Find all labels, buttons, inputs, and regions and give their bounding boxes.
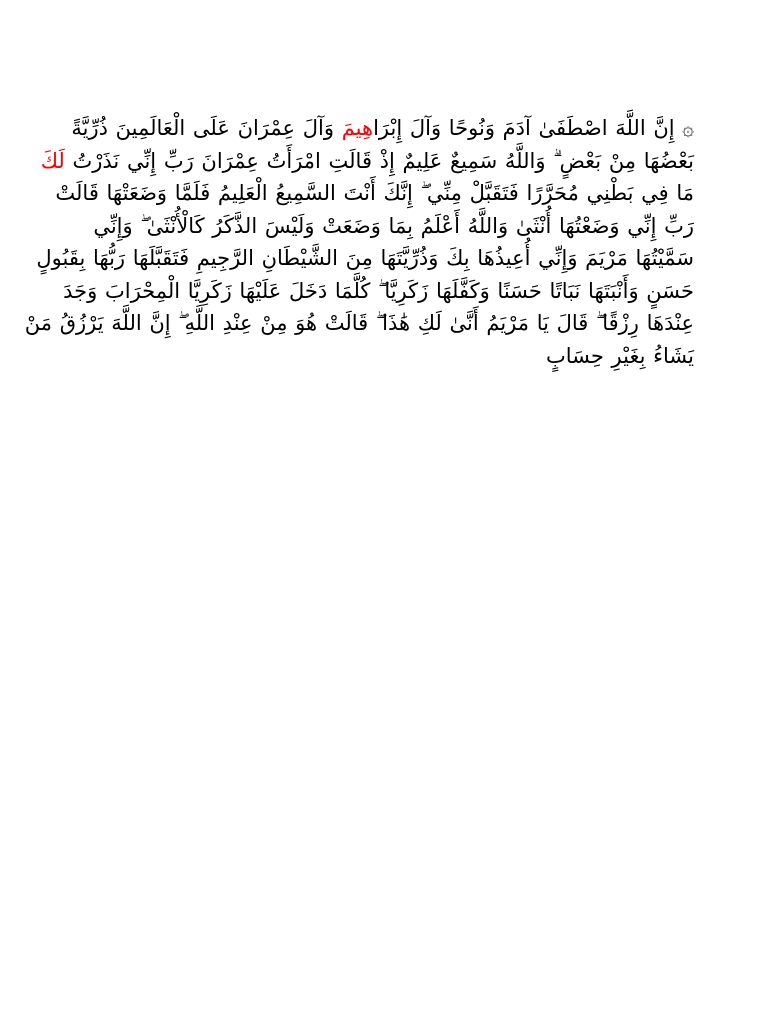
highlighted-word: لَكَ <box>40 148 65 173</box>
text-segment: مَا فِي بَطْنِي مُحَرَّرًا فَتَقَبَّلْ مِنِّي ۖ إِنَّكَ أَنْتَ السَّمِيعُ الْعَلِيمُ فَلَمَّا وَضَعَتْهَا قَالَتْ <box>55 181 694 205</box>
text-line-6 <box>63 275 694 308</box>
text-line-2 <box>40 145 694 178</box>
highlighted-word: هِيمَ <box>341 116 374 140</box>
text-segment: بَعْضُهَا مِنْ بَعْضٍ ۗ وَاللَّهُ سَمِيعٌ عَلِيمٌ إِذْ قَالَتِ امْرَأَتُ عِمْرَانَ رَبِّ إِنِّي نَذَرْتُ <box>64 148 694 173</box>
text-segment: رَبِّ إِنِّي وَضَعْتُهَا أُنْثَىٰ وَاللَّهُ أَعْلَمُ بِمَا وَضَعَتْ وَلَيْسَ الذَّكَرُ كَالْأُنْثَىٰ ۖ وَإِنِّي <box>93 213 694 238</box>
text-line-1 <box>71 112 694 145</box>
text-line-5 <box>36 242 694 275</box>
text-segment: سَمَّيْتُهَا مَرْيَمَ وَإِنِّي أُعِيذُهَا بِكَ وَذُرِّيَّتَهَا مِنَ الشَّيْطَانِ الرَّجِيمِ فَتَقَبَّلَهَا رَبُّهَا بِقَبُولٍ <box>36 246 694 270</box>
text-segment: إِنَّ اللَّهَ اصْطَفَىٰ آدَمَ وَنُوحًا وَآلَ إِبْرَا <box>373 116 675 140</box>
text-segment: عِنْدَهَا رِزْقًا ۖ قَالَ يَا مَرْيَمُ أَنَّىٰ لَكِ هَٰذَا ۖ قَالَتْ هُوَ مِنْ عِنْدِ اللَّهِ ۖ إِنَّ اللَّهَ يَرْزُقُ مَنْ <box>24 311 694 335</box>
arabic-text-block <box>24 112 694 372</box>
text-line-4 <box>93 210 694 243</box>
text-segment: حَسَنٍ وَأَنْبَتَهَا نَبَاتًا حَسَنًا وَكَفَّلَهَا زَكَرِيَّا ۖ كُلَّمَا دَخَلَ عَلَيْهَا زَكَرِيَّا الْمِحْرَابَ وَجَدَ <box>63 278 694 303</box>
text-segment: وَآلَ عِمْرَانَ عَلَى الْعَالَمِينَ ذُرِّيَّةً <box>71 116 342 140</box>
text-line-3 <box>55 177 694 210</box>
text-line-8 <box>98 340 694 373</box>
text-line-7 <box>24 307 694 340</box>
ayah-start-marker-icon: ۞ <box>682 116 694 140</box>
text-segment: يَشَاءُ بِغَيْرِ حِسَابٍ <box>546 343 694 368</box>
